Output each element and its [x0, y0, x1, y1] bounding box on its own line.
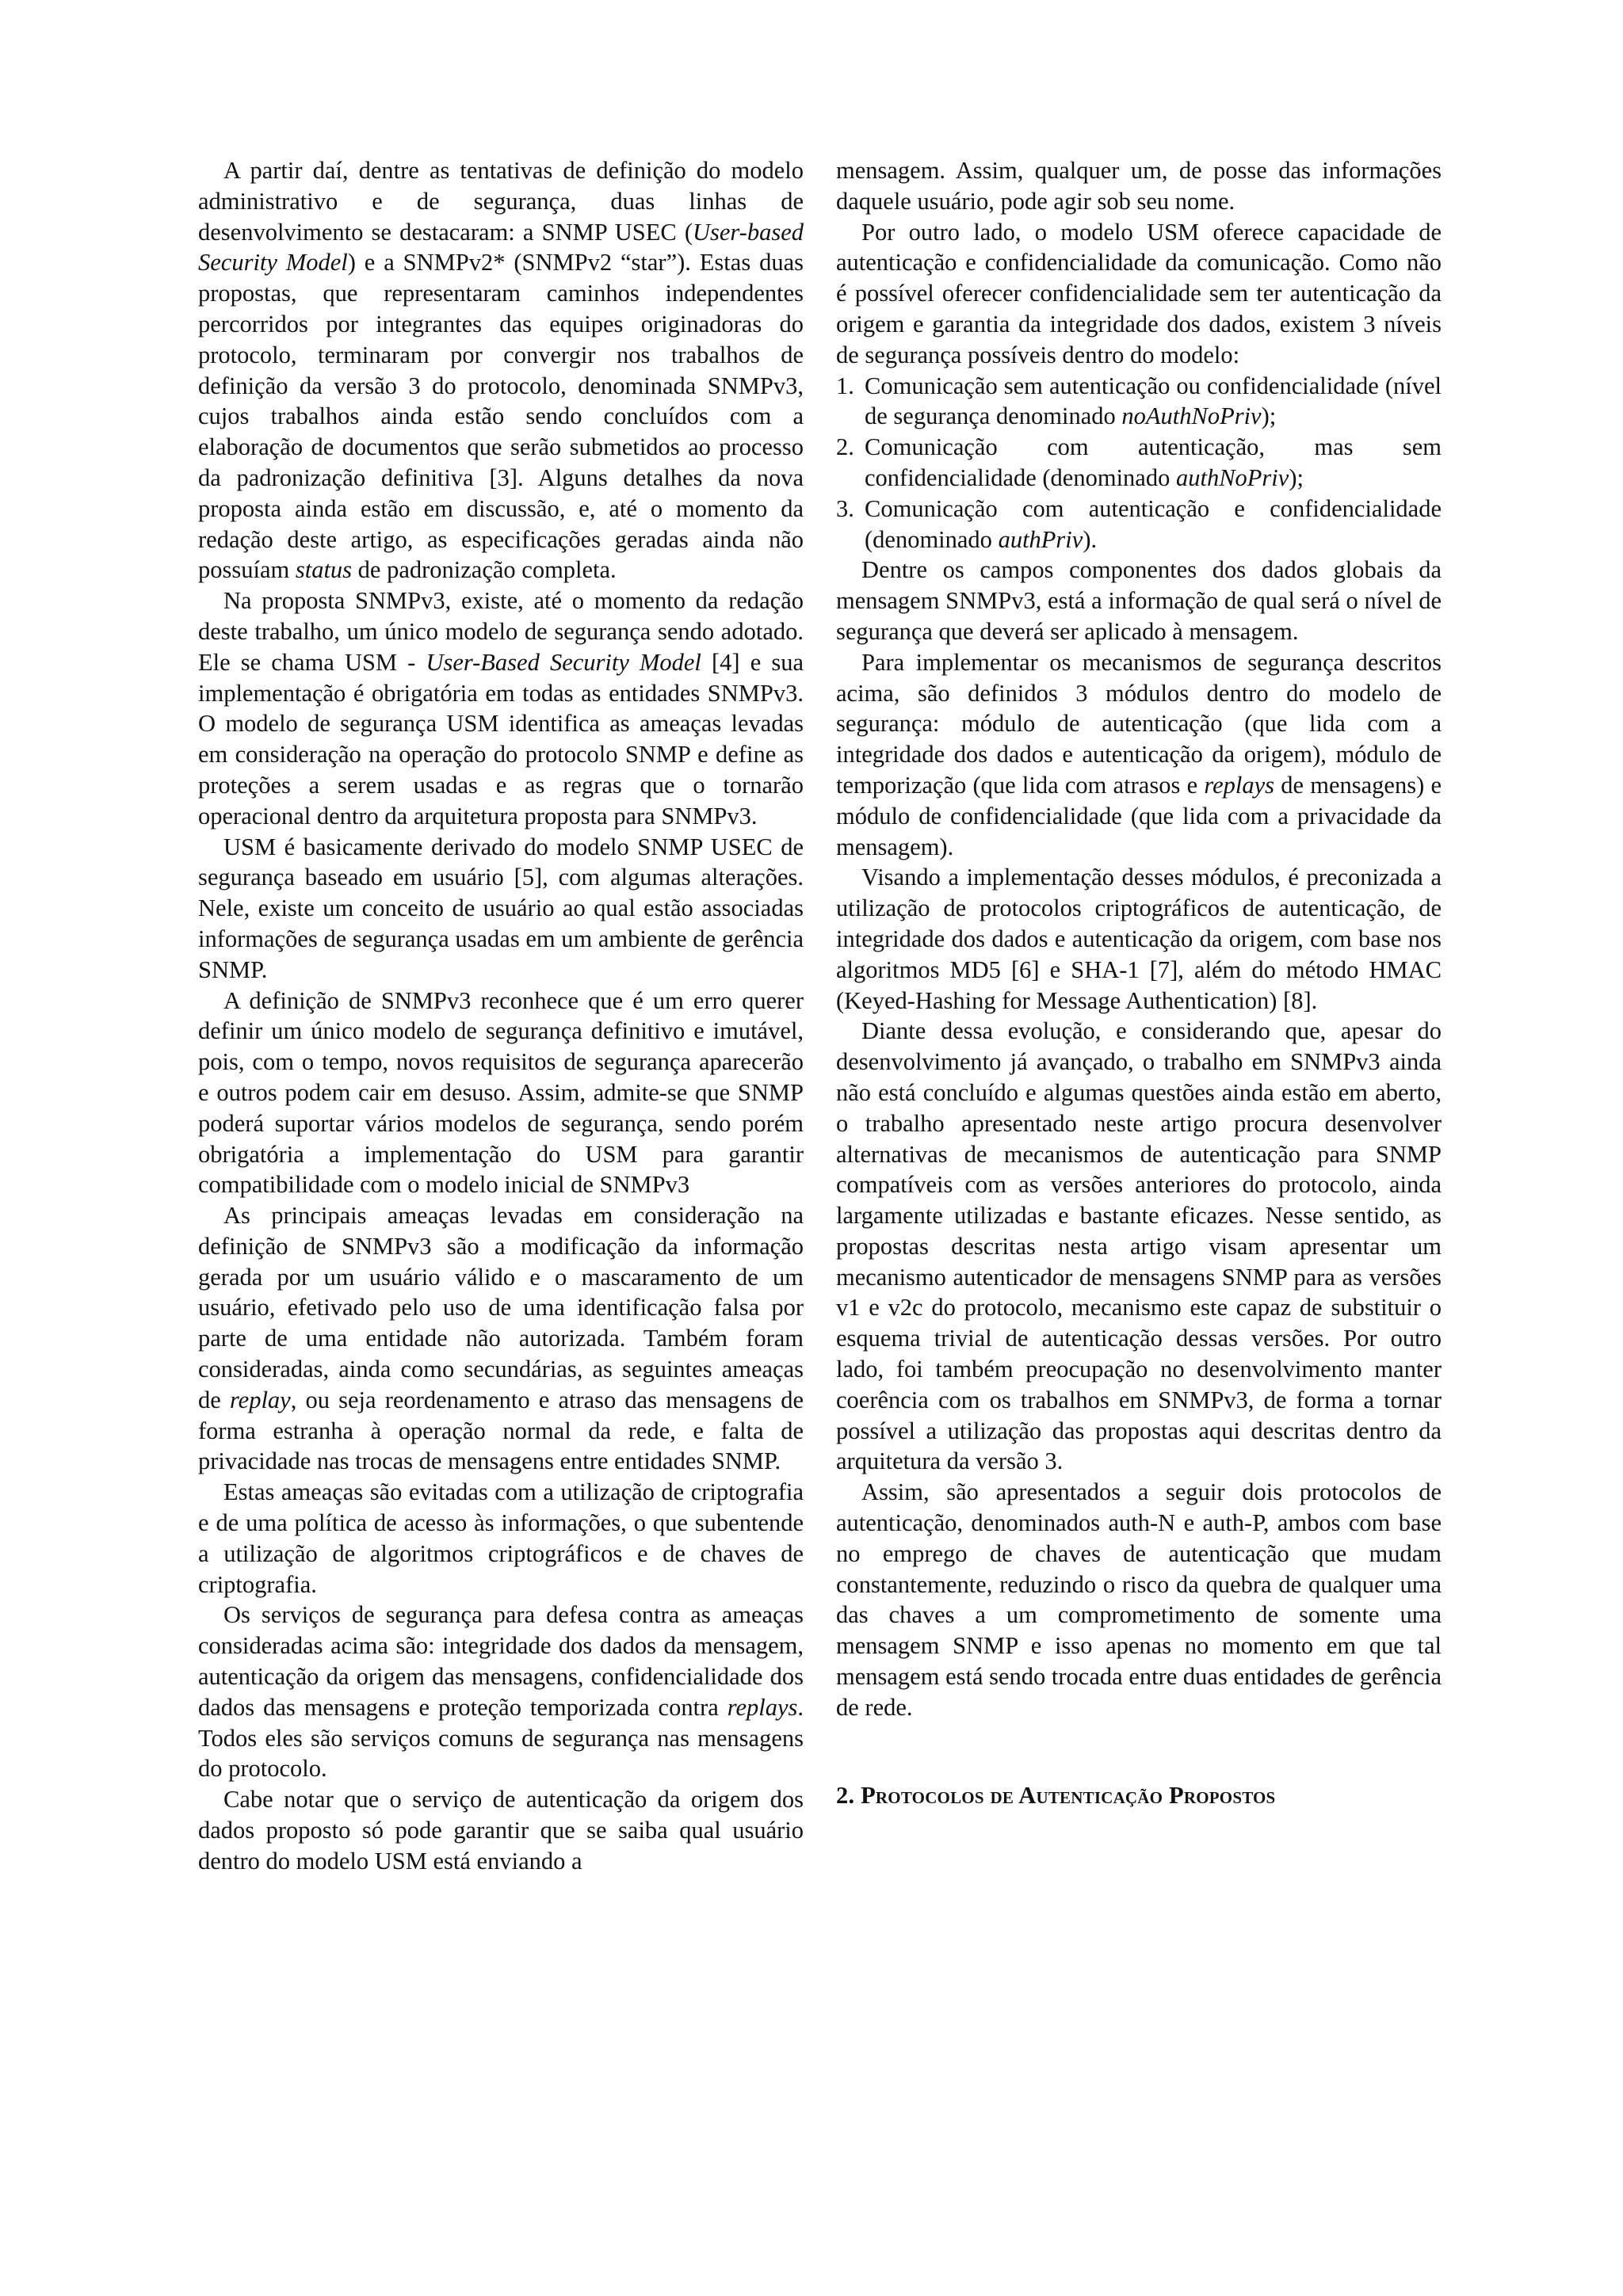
italic-term: replay [229, 1386, 291, 1413]
text-run: Comunicação com autenticação, mas sem confidencialidade (denominado [865, 433, 1442, 491]
paragraph [836, 647, 1442, 863]
italic-term: status [295, 556, 353, 584]
paragraph: Visando a implementação desses módulos, é preconizada a utilização de protocolos criptográficos de autenticação, de integridade dos dados e autenticação da origem, com base nos algoritmos MD5 [6] e SHA-1 [7], além do método HMAC (Keyed-Hashing for Message Authentication) [8]. [836, 864, 1442, 1014]
paragraph [198, 585, 804, 831]
italic-term: authPriv [998, 525, 1083, 553]
text-run: Na proposta SNMPv3, existe, até o momento da redação deste trabalho, um único modelo de segurança sendo adotado. Ele se chama USM - [198, 587, 804, 676]
paragraph [198, 1600, 804, 1784]
paragraph [198, 1200, 804, 1477]
list-item [836, 371, 1442, 433]
text-run: A partir daí, dentre as tentativas de definição do modelo administrativo e de segurança, duas linhas de desenvolvimento se destacaram: a SNMP USEC ( [198, 157, 804, 246]
text-run: Para implementar os mecanismos de segurança descritos acima, são definidos 3 módulos dentro do modelo de segurança: módulo de autenticação (que lida com a integridade dos dados e autenticação da origem), módulo de temporização (que lida com atrasos e [836, 648, 1442, 799]
text-run: Comunicação com autenticação e confidencialidade (denominado [865, 494, 1442, 553]
text-run: ); [1261, 402, 1277, 430]
text-run: , ou seja reordenamento e atraso das mensagens de forma estranha à operação normal da rede, e falta de privacidade nas trocas de mensagens entre entidades SNMP. [198, 1386, 804, 1475]
text-run: ); [1289, 463, 1304, 491]
italic-term: replays [1204, 771, 1274, 799]
security-levels-list [836, 371, 1442, 555]
paragraph: Assim, são apresentados a seguir dois protocolos de autenticação, denominados auth-N e auth-P, ambos com base no emprego de chaves de autenticação que mudam constantemente, reduzindo o risco da quebra de qualquer uma das chaves a um comprometimento de somente uma mensagem SNMP e isso apenas no momento em que tal mensagem está sendo trocada entre duas entidades de gerência de rede. [836, 1478, 1442, 1721]
italic-term: noAuthNoPriv [1121, 402, 1262, 430]
paragraph: Dentre os campos componentes dos dados globais da mensagem SNMPv3, está a informação de qual será o nível de segurança que deverá ser aplicado à mensagem. [836, 556, 1442, 645]
paragraph: Diante dessa evolução, e considerando que, apesar do desenvolvimento já avançado, o trabalho em SNMPv3 ainda não está concluído e algumas questões ainda estão em aberto, o trabalho apresentado neste artigo procura desenvolver alternativas de mecanismos de autenticação para SNMP compatíveis com as versões anteriores do protocolo, ainda largamente utilizadas e bastante eficazes. Nesse sentido, as propostas descritas nesta artigo visam apresentar um mecanismo autenticador de mensagens SNMP para as versões v1 e v2c do protocolo, mecanismo este capaz de substituir o esquema trivial de autenticação dessas versões. Por outro lado, foi também preocupação no desenvolvimento manter coerência com os trabalhos em SNMPv3, de forma a tornar possível a utilização das propostas aqui descritas dentro da arquitetura da versão 3. [836, 1017, 1442, 1475]
paragraph: mensagem. Assim, qualquer um, de posse das informações daquele usuário, pode agir sob seu nome. [836, 157, 1442, 215]
list-number: 1. [836, 372, 854, 399]
text-run: Os serviços de segurança para defesa contra as ameaças consideradas acima são: integridade dos dados da mensagem, autenticação da origem das mensagens, confidencialidade dos dados das mensagens e proteção temporizada contra [198, 1601, 804, 1721]
paragraph: Cabe notar que o serviço de autenticação da origem dos dados proposto só pode garantir que se saiba qual usuário dentro do modelo USM está enviando a [198, 1786, 804, 1875]
italic-term: User-based Security Model [198, 218, 804, 277]
right-column [836, 155, 1442, 1810]
text-run: Comunicação sem autenticação ou confidencialidade (nível de segurança denominado [865, 372, 1442, 430]
italic-term: replays [727, 1693, 798, 1721]
paragraph [198, 155, 804, 585]
text-run: ). [1083, 525, 1098, 553]
list-item [836, 432, 1442, 494]
text-run: de padronização completa. [352, 556, 617, 584]
paragraph: USM é basicamente derivado do modelo SNMP USEC de segurança baseado em usuário [5], com algumas alterações. Nele, existe um conceito de usuário ao qual estão associadas informações de segurança usadas em um ambiente de gerência SNMP. [198, 833, 804, 983]
left-column [198, 155, 804, 1877]
list-number: 2. [836, 433, 854, 461]
text-run: . Todos eles são serviços comuns de segurança nas mensagens do protocolo. [198, 1693, 804, 1783]
text-run: [4] e sua implementação é obrigatória em todas as entidades SNMPv3. O modelo de segurança USM identifica as ameaças levadas em consideração na operação do protocolo SNMP e define as proteções a serem usadas e as regras que o tornarão operacional dentro da arquitetura proposta para SNMPv3. [198, 648, 804, 830]
paragraph: Por outro lado, o modelo USM oferece capacidade de autenticação e confidencialidade da comunicação. Como não é possível oferecer confidencialidade sem ter autenticação da origem e garantia da integridade dos dados, existem 3 níveis de segurança possíveis dentro do modelo: [836, 218, 1442, 368]
text-run: ) e a SNMPv2* (SNMPv2 “star”). Estas duas propostas, que representaram caminhos independentes percorridos por integrantes das equipes originadoras do protocolo, terminaram por convergir nos trabalhos de definição da versão 3 do protocolo, denominada SNMPv3, cujos trabalhos ainda estão sendo concluídos com a elaboração de documentos que serão submetidos ao processo da padronização definitiva [3]. Alguns detalhes da nova proposta ainda estão em discussão, e, até o momento da redação deste artigo, as especificações geradas ainda não possuíam [198, 249, 804, 584]
list-number: 3. [836, 494, 854, 522]
section-heading: 2. Protocolos de Autenticação Propostos [836, 1781, 1276, 1809]
paragraph: A definição de SNMPv3 reconhece que é um erro querer definir um único modelo de segurança definitivo e imutável, pois, com o tempo, novos requisitos de segurança aparecerão e outros podem cair em desuso. Assim, admite-se que SNMP poderá suportar vários modelos de segurança, sendo porém obrigatória a implementação do USM para garantir compatibilidade com o modelo inicial de SNMPv3 [198, 986, 804, 1199]
text-run: As principais ameaças levadas em consideração na definição de SNMPv3 são a modificação da informação gerada por um usuário válido e o mascaramento de um usuário, efetivado pelo uso de uma identificação falsa por parte de uma entidade não autorizada. Também foram consideradas, ainda como secundárias, as seguintes ameaças de [198, 1202, 804, 1413]
paragraph: Estas ameaças são evitadas com a utilização de criptografia e de uma política de acesso às informações, o que subentende a utilização de algoritmos criptográficos e de chaves de criptografia. [198, 1478, 804, 1598]
italic-term: User-Based Security Model [426, 648, 701, 676]
list-item [836, 494, 1442, 555]
italic-term: authNoPriv [1175, 463, 1289, 491]
text-run: de mensagens) e módulo de confidencialidade (que lida com a privacidade da mensagem). [836, 771, 1442, 860]
